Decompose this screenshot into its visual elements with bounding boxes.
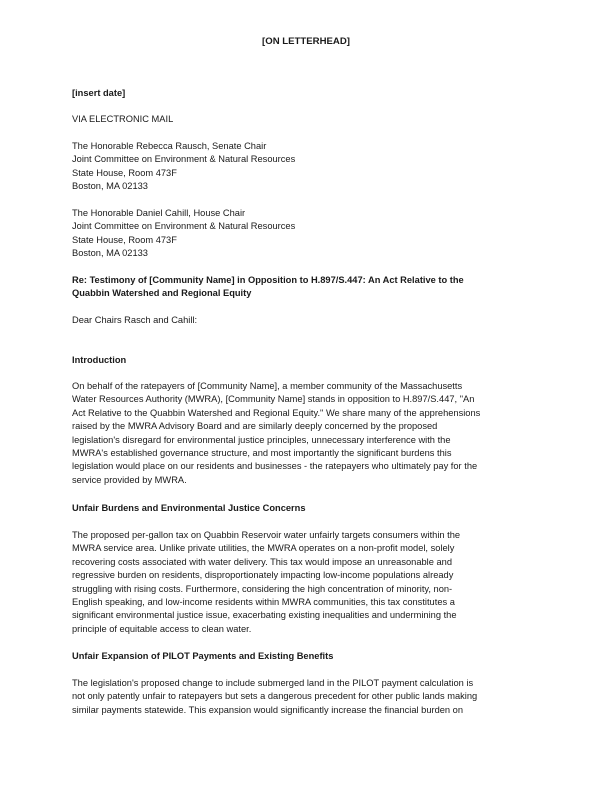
address-line: Boston, MA 02133	[72, 248, 148, 259]
address-line: The Honorable Daniel Cahill, House Chair	[72, 208, 246, 218]
paragraph-line: principle of equitable access to clean water.	[72, 623, 252, 634]
paragraph-line: legislation would place on our residents and businesses - the ratepayers who ultimately pay for the	[72, 461, 478, 472]
delivery-method: VIA ELECTRONIC MAIL	[72, 114, 174, 124]
section-heading-pilot: Unfair Expansion of PILOT Payments and Existing Benefits	[72, 651, 334, 661]
letterhead-placeholder: [ON LETTERHEAD]	[262, 36, 350, 47]
paragraph-line: Water Resources Authority (MWRA), [Community Name] stands in opposition to H.897/S.447, "An	[72, 394, 475, 405]
paragraph-line: The legislation's proposed change to include submerged land in the PILOT payment calculation is	[72, 678, 474, 688]
section-heading-introduction: Introduction	[72, 355, 127, 365]
introduction-paragraph	[72, 380, 542, 487]
address-line: Boston, MA 02133	[72, 181, 148, 192]
paragraph-line: The proposed per-gallon tax on Quabbin Reservoir water unfairly targets consumers within the	[72, 530, 461, 540]
paragraph-line: raised by the MWRA Advisory Board and are similarly deeply concerned by the proposed	[72, 421, 438, 432]
paragraph-line: Act Relative to the Quabbin Watershed and Regional Equity." We share many of the apprehensions	[72, 407, 481, 418]
paragraph-line: English speaking, and low-income residents within MWRA communities, this tax constitutes a	[72, 597, 455, 608]
paragraph-line: MWRA service area. Unlike private utilities, the MWRA operates on a non-profit model, solely	[72, 543, 455, 554]
paragraph-line: not only patently unfair to ratepayers but sets a dangerous precedent for other public lands making	[72, 691, 478, 702]
section-heading-burdens: Unfair Burdens and Environmental Justice Concerns	[72, 503, 306, 513]
address-line: Joint Committee on Environment & Natural Resources	[72, 221, 296, 232]
recipient-house-chair	[72, 207, 542, 261]
address-line: State House, Room 473F	[72, 167, 177, 178]
paragraph-line: similar payments statewide. This expansion would significantly increase the financial burden on	[72, 704, 464, 715]
address-line: The Honorable Rebecca Rausch, Senate Chair	[72, 141, 267, 151]
salutation: Dear Chairs Rasch and Cahill:	[72, 315, 198, 325]
burdens-paragraph	[72, 529, 542, 636]
subject-line	[72, 274, 542, 301]
subject-line-1: Re: Testimony of [Community Name] in Opposition to H.897/S.447: An Act Relative to the	[72, 275, 464, 285]
paragraph-line: legislation's disregard for environmental justice principles, unnecessary interference with the	[72, 434, 451, 445]
date-placeholder: [insert date]	[72, 88, 126, 98]
address-line: Joint Committee on Environment & Natural Resources	[72, 154, 296, 165]
subject-line-2: Quabbin Watershed and Regional Equity	[72, 288, 252, 299]
pilot-paragraph	[72, 677, 542, 717]
paragraph-line: recovering costs associated with water delivery. This tax would impose an unreasonable and	[72, 556, 452, 567]
recipient-senate-chair	[72, 140, 542, 194]
paragraph-line: MWRA's established governance structure, and most importantly the significant burdens this	[72, 448, 452, 459]
paragraph-line: significant environmental justice issue, exacerbating existing inequalities and undermining the	[72, 610, 457, 621]
paragraph-line: On behalf of the ratepayers of [Community Name], a member community of the Massachusetts	[72, 381, 463, 391]
paragraph-line: regressive burden on residents, disproportionately impacting low-income populations already	[72, 570, 454, 581]
paragraph-line: struggling with rising costs. Furthermore, considering the high concentration of minority, non-	[72, 583, 453, 594]
address-line: State House, Room 473F	[72, 234, 177, 245]
paragraph-line: service provided by MWRA.	[72, 474, 187, 485]
